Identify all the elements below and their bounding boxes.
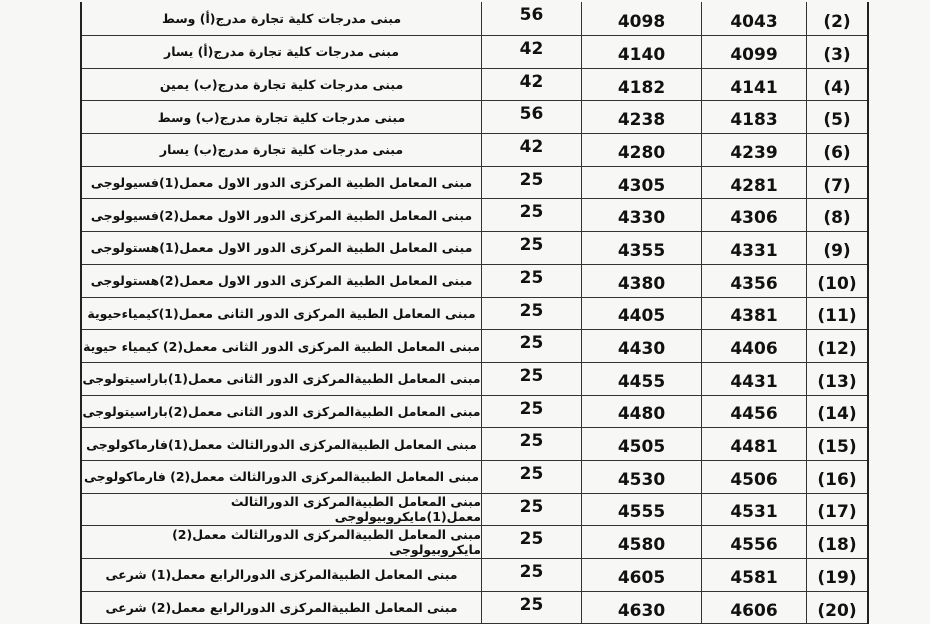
- end-number-cell: 4280: [582, 134, 702, 166]
- location-cell: مبنى المعامل الطبية المركزى الدور الاول معمل(2)فسيولوجى: [82, 199, 482, 231]
- index-cell: (8): [823, 208, 851, 229]
- start-number-cell: 4406: [702, 330, 807, 362]
- end-number-cell: 4430: [582, 330, 702, 362]
- start-number-cell: 4043: [702, 2, 807, 35]
- count-cell: 25: [482, 298, 582, 330]
- index-cell: (18): [817, 535, 857, 556]
- count-cell: 56: [482, 2, 582, 35]
- start-number-cell: 4281: [702, 167, 807, 199]
- index-cell: (9): [823, 240, 851, 261]
- location-cell: مبنى مدرجات كلية تجارة مدرج(ب) وسط: [82, 101, 482, 133]
- location-cell: مبنى المعامل الطبية المركزى الدور الاول معمل(1)فسيولوجى: [82, 167, 482, 199]
- table-row: [82, 298, 867, 331]
- location-cell: مبنى المعامل الطبية المركزى الدور الاول معمل(2)هستولوجى: [82, 265, 482, 297]
- end-number-cell: 4480: [582, 396, 702, 428]
- table-row: [82, 330, 867, 363]
- seating-table: [80, 2, 869, 624]
- table-row: [82, 232, 867, 265]
- start-number-cell: 4456: [702, 396, 807, 428]
- location-cell: مبنى المعامل الطبية المركزى الدور الثانى معمل(2) كيمياء حيوية: [82, 330, 482, 362]
- count-cell: 25: [482, 265, 582, 297]
- table-row: [82, 396, 867, 429]
- location-cell: مبنى المعامل الطبيةالمركزى الدور الثانى معمل(1)باراسيتولوجى: [82, 363, 482, 395]
- table-row: [82, 199, 867, 232]
- count-cell: 25: [482, 199, 582, 231]
- table-row: [82, 428, 867, 461]
- start-number-cell: 4481: [702, 428, 807, 460]
- end-number-cell: 4405: [582, 298, 702, 330]
- end-number-cell: 4630: [582, 592, 702, 624]
- location-cell: مبنى المعامل الطبيةالمركزى الدورالثالث معمل(2) مايكروبيولوجى: [82, 526, 482, 558]
- index-cell: (20): [817, 600, 857, 621]
- start-number-cell: 4356: [702, 265, 807, 297]
- count-cell: 25: [482, 559, 582, 591]
- count-cell: 25: [482, 592, 582, 624]
- start-number-cell: 4606: [702, 592, 807, 624]
- location-cell: مبنى مدرجات كلية تجارة مدرج(ب) يمين: [82, 69, 482, 101]
- index-cell: (11): [817, 306, 857, 327]
- count-cell: 42: [482, 36, 582, 68]
- index-cell: (15): [817, 437, 857, 458]
- count-cell: 42: [482, 69, 582, 101]
- index-cell: (3): [823, 44, 851, 65]
- start-number-cell: 4506: [702, 461, 807, 493]
- count-cell: 25: [482, 232, 582, 264]
- index-cell: (4): [823, 77, 851, 98]
- end-number-cell: 4355: [582, 232, 702, 264]
- start-number-cell: 4531: [702, 494, 807, 526]
- table-row: [82, 461, 867, 494]
- start-number-cell: 4239: [702, 134, 807, 166]
- location-cell: مبنى المعامل الطبيةالمركزى الدورالثالث معمل(2) فارماكولوجى: [82, 461, 482, 493]
- table-row: [82, 101, 867, 134]
- table-row: [82, 167, 867, 200]
- index-cell: (19): [817, 567, 857, 588]
- location-cell: مبنى المعامل الطبيةالمركزى الدور الثانى معمل(2)باراسيتولوجى: [82, 396, 482, 428]
- index-cell: (12): [817, 339, 857, 360]
- end-number-cell: 4455: [582, 363, 702, 395]
- location-cell: مبنى المعامل الطبيةالمركزى الدورالثالث معمل(1)فارماكولوجى: [82, 428, 482, 460]
- start-number-cell: 4581: [702, 559, 807, 591]
- table-row: [82, 526, 867, 559]
- end-number-cell: 4555: [582, 494, 702, 526]
- table-row: [82, 69, 867, 102]
- end-number-cell: 4330: [582, 199, 702, 231]
- start-number-cell: 4099: [702, 36, 807, 68]
- table-row: [82, 592, 867, 624]
- end-number-cell: 4530: [582, 461, 702, 493]
- count-cell: 25: [482, 167, 582, 199]
- end-number-cell: 4098: [582, 2, 702, 35]
- start-number-cell: 4183: [702, 101, 807, 133]
- table-row: [82, 494, 867, 527]
- count-cell: 56: [482, 101, 582, 133]
- count-cell: 25: [482, 428, 582, 460]
- location-cell: مبنى المعامل الطبيةالمركزى الدورالرابع معمل(2) شرعى: [82, 592, 482, 624]
- table-row: [82, 363, 867, 396]
- table-row: [82, 265, 867, 298]
- start-number-cell: 4431: [702, 363, 807, 395]
- location-cell: مبنى المعامل الطبيةالمركزى الدورالثالث معمل(1)مايكروبيولوجى: [82, 494, 482, 526]
- index-cell: (6): [823, 142, 851, 163]
- end-number-cell: 4238: [582, 101, 702, 133]
- count-cell: 42: [482, 134, 582, 166]
- end-number-cell: 4505: [582, 428, 702, 460]
- index-cell: (5): [823, 110, 851, 131]
- index-cell: (13): [817, 371, 857, 392]
- end-number-cell: 4605: [582, 559, 702, 591]
- index-cell: (7): [823, 175, 851, 196]
- table-row: [82, 559, 867, 592]
- count-cell: 25: [482, 526, 582, 558]
- start-number-cell: 4381: [702, 298, 807, 330]
- count-cell: 25: [482, 461, 582, 493]
- index-cell: (17): [817, 502, 857, 523]
- table-row: [82, 134, 867, 167]
- location-cell: مبنى مدرجات كلية تجارة مدرج(أ) وسط: [82, 2, 482, 35]
- location-cell: مبنى المعامل الطبية المركزى الدور الاول معمل(1)هستولوجى: [82, 232, 482, 264]
- count-cell: 25: [482, 330, 582, 362]
- count-cell: 25: [482, 396, 582, 428]
- count-cell: 25: [482, 494, 582, 526]
- table-row: [82, 36, 867, 69]
- table-row: [82, 2, 867, 36]
- index-cell: (14): [817, 404, 857, 425]
- end-number-cell: 4380: [582, 265, 702, 297]
- end-number-cell: 4182: [582, 69, 702, 101]
- index-cell: (10): [817, 273, 857, 294]
- start-number-cell: 4331: [702, 232, 807, 264]
- index-cell: (2): [823, 11, 851, 32]
- location-cell: مبنى المعامل الطبية المركزى الدور الثانى معمل(1)كيمياءحيوية: [82, 298, 482, 330]
- location-cell: مبنى مدرجات كلية تجارة مدرج(أ) يسار: [82, 36, 482, 68]
- location-cell: مبنى المعامل الطبيةالمركزى الدورالرابع معمل(1) شرعى: [82, 559, 482, 591]
- start-number-cell: 4556: [702, 526, 807, 558]
- location-cell: مبنى مدرجات كلية تجارة مدرج(ب) يسار: [82, 134, 482, 166]
- start-number-cell: 4141: [702, 69, 807, 101]
- end-number-cell: 4305: [582, 167, 702, 199]
- end-number-cell: 4580: [582, 526, 702, 558]
- count-cell: 25: [482, 363, 582, 395]
- end-number-cell: 4140: [582, 36, 702, 68]
- index-cell: (16): [817, 469, 857, 490]
- start-number-cell: 4306: [702, 199, 807, 231]
